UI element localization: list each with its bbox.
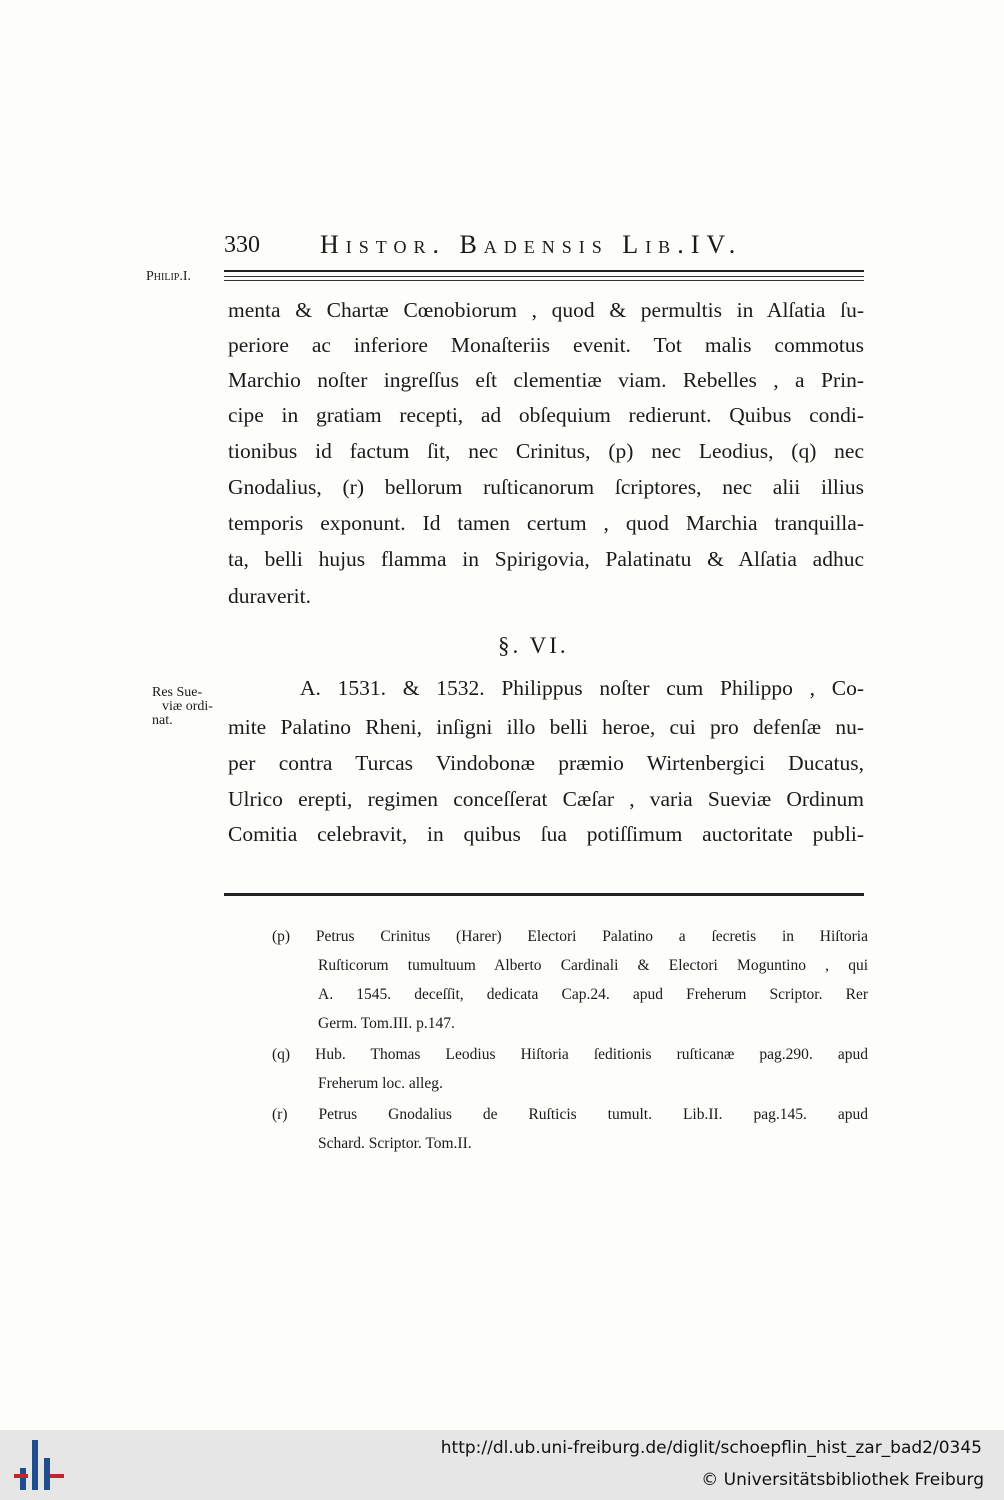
footnote-line: A. 1545. deceſſit, dedicata Cap.24. apud Freherum Scriptor. Rer (318, 986, 868, 1003)
margin-note-line: nat. (152, 713, 173, 728)
margin-note-line: viæ ordi- (162, 699, 213, 714)
footnote-line: (q) Hub. Thomas Leodius Hiſtoria ſeditionis ruſticanæ pag.290. apud (272, 1046, 868, 1063)
margin-note-line: Res Sue- (152, 685, 203, 700)
section-heading: §. VI. (498, 633, 569, 658)
body-line: Comitia celebravit, in quibus ſua potiſſimum auctoritate publi- (228, 822, 864, 846)
body-line: tionibus id factum ſit, nec Crinitus, (p) nec Leodius, (q) nec (228, 439, 864, 463)
body-line: temporis exponunt. Id tamen certum , quod Marchia tranquilla- (228, 511, 864, 535)
copyright-text: © Universitätsbibliothek Freiburg (701, 1470, 984, 1490)
header-rule-thin-2 (224, 280, 864, 281)
library-logo-icon (14, 1440, 64, 1490)
viewer-footer (0, 1430, 1004, 1500)
body-line: duraverit. (228, 584, 311, 608)
permalink-url[interactable]: http://dl.ub.uni-freiburg.de/diglit/schoepflin_hist_zar_bad2/0345 (440, 1438, 982, 1458)
footnote-line: (p) Petrus Crinitus (Harer) Electori Palatino a ſecretis in Hiſtoria (272, 928, 868, 945)
body-line: Ulrico erepti, regimen conceſſerat Cæſar , varia Sueviæ Ordinum (228, 787, 864, 811)
body-line: periore ac inferiore Monaſteriis evenit. Tot malis commotus (228, 333, 864, 357)
body-line: Marchio noſter ingreſſus eſt clementiæ viam. Rebelles , a Prin- (228, 368, 864, 392)
body-line: menta & Chartæ Cœnobiorum , quod & permultis in Alſatia ſu- (228, 298, 864, 322)
footnote-line: Freherum loc. alleg. (318, 1075, 443, 1092)
body-line-first: A. 1531. & 1532. Philippus noſter cum Philippo , Co- (300, 676, 864, 700)
body-line: per contra Turcas Vindobonæ præmio Wirtenbergici Ducatus, (228, 751, 864, 775)
footnote-line: (r) Petrus Gnodalius de Ruſticis tumult. Lib.II. pag.145. apud (272, 1106, 868, 1123)
footnote-line: Schard. Scriptor. Tom.II. (318, 1135, 472, 1152)
footnote-line: Germ. Tom.III. p.147. (318, 1015, 455, 1032)
body-line: ta, belli hujus flamma in Spirigovia, Palatinatu & Alſatia adhuc (228, 547, 864, 571)
body-line: Gnodalius, (r) bellorum ruſticanorum ſcriptores, nec alii illius (228, 475, 864, 499)
body-line: mite Palatino Rheni, inſigni illo belli heroe, cui pro defenſæ nu- (228, 715, 864, 739)
margin-note-top: Philip.I. (146, 269, 191, 284)
running-title: Histor. Badensis Lib.IV. (320, 230, 743, 259)
footnote-line: Ruſticorum tumultuum Alberto Cardinali & Electori Moguntino , qui (318, 957, 868, 974)
page-header (224, 230, 864, 266)
header-rule (224, 270, 864, 272)
body-line: cipe in gratiam recepti, ad obſequium redierunt. Quibus condi- (228, 403, 864, 427)
footnote-rule (224, 893, 864, 896)
page-number: 330 (224, 232, 260, 258)
header-rule-thin (224, 276, 864, 277)
